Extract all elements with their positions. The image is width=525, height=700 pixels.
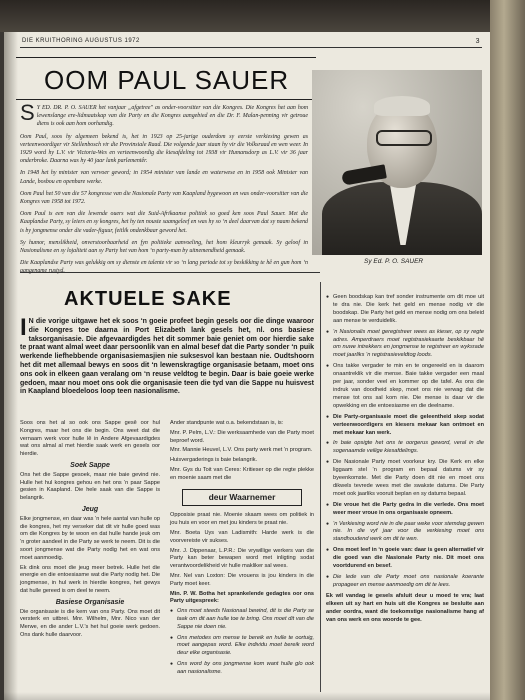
bullet-item: ● Die lede van die Party moet ons nasionale koerante propageer en mense aanmoedig om dit te lees. xyxy=(326,574,484,590)
book-spine-shadow xyxy=(0,0,525,32)
drop-cap: I xyxy=(20,314,27,341)
paragraph: Mnr. Boeta Uys van Ladismith: Harde werk is die voorvereiste vir sukses. xyxy=(170,529,314,544)
subheading-basiese-organisasie: Basiese Organisasie xyxy=(55,598,125,606)
bullet-item: ● Geen boodskap kan tref sonder instrumente om dit moe uit te dra nie. Die kerk het geld en mense nodig vir die boodskap. Die Party het geld en mense nodig om ons beleid aan mense te verduidelik. xyxy=(326,294,484,326)
photo-figure-hair xyxy=(374,96,430,116)
photo-figure-glasses xyxy=(376,130,432,146)
paragraph: Ander standpunte wat o.a. bekendstaan is, is: xyxy=(170,420,284,426)
subheading-soek-sappe: Soek Sappe xyxy=(70,461,110,469)
paragraph: Opposisie praat nie. Moenie skaam wees om politiek in jou huis en voor en met jou kinders te praat nie. xyxy=(170,512,314,527)
bullet-item: ● Ons moet leef in ‘n goeie van: daar is geen alternatief vir die goed van die Nasionale Party nie. Dit moet ons voortdurend en besef. xyxy=(326,547,484,571)
paragraph: Mnr. Gys du Toit van Ceres: Kritieser op die regte plekke en moenie saam met die xyxy=(170,466,314,481)
article2-column-2 xyxy=(170,420,314,680)
article-title-aktuele-sake: AKTUELE SAKE xyxy=(64,288,232,310)
lead-text: N die vorige uitgawe het ek soos ‘n goeie profeet begin gesels oor die dinge waaroor die Kongres toe daarna in Port Elizabeth lank gesels het, nl. ons basiese taksorganisasie. Die afgevaardigdes het dit sommer baie geniet om oor hierdie sake te praat want almal weet daar persoonlik van en almal besef dat die Party sonder ‘n puik werkende liefhebbende organisasiemasjien nie suksesvol kan bestaan nie. Oudtshoorn het dit met allemaal bewys en soos dit ‘n lewenskragtige organisasie betaam, moet ons ons ook in elkeen gaan veralang om ‘n reuse veldtog te begin. Daar is baie goeie werke gedoen, maar nou moet ons ook die organisasie teen die tyd van die Sappe nu huisvest in Kaapland bloedeloos loop teen nasionalisme. xyxy=(20,318,314,396)
portrait-photo xyxy=(312,70,482,255)
paragraph: Elke jongmense, en daar was ‘n hele aantal van hulle op die kongres, het my verseker dat dit vir hulle goed was om die Kongres by te woon en dat hulle hande jeuk om ‘n groter aandeel in die Party se werk te neem. Dit is die soort jongmense wat die Party nodig het en wat ons moet aanmoedig. xyxy=(20,515,160,561)
title-text: OOM PAUL SAUER xyxy=(44,65,290,95)
header-rule xyxy=(20,47,482,48)
bullet-item: ● In baie opsigte het ons te oorgerus geword, veral in die sogenaamde veilige kiesafdelings. xyxy=(326,440,484,456)
bullet-item: ● Die vroue het die Party gedra in die verlede. Ons moet weer meer vroue in ons organisasie opneem. xyxy=(326,502,484,518)
paragraph: Die Kaaplandse Party was gelukkig om sy dienste en talente vir so ‘n lang periode tot sy beskikking te hê en gun hom ‘n aangename rustyd. xyxy=(20,260,308,275)
paragraph: Ek dink ons moet die jeug meer betrek. Hulle het die energie en die entoesiasme wat die Party nodig het. Die jongmense, in hul werk in hierdie kongres, het gewys dat hulle gereed is om deel te neem. xyxy=(20,564,160,594)
paragraph: Soos ons het al so ook ons Sappe gesê oor hul Kongres, maar het ons die begin. Ons weet dat die vernaam werk voor hulle lê in Andere Afgevaardigdes wat ons almal al met hierdie saak werk en gesels oor hierdie. xyxy=(20,420,160,458)
article2-column-3 xyxy=(326,294,484,626)
article-title-oom-paul-sauer xyxy=(44,65,289,96)
bullet-item: ● Ons moet steeds Nasionaal bewind, dit is die Party se taak om dit aan hulle toe te bring. Ons moet dit van die Sappe nie doen nie. xyxy=(170,608,314,631)
paragraph: Mnr. Mannie Heuvel, L.V. Ons party werk met ‘n program. xyxy=(170,447,313,454)
paragraph: Oom Paul het 50 van die 57 kongresse van die Nasionale Party van Kaapland bygewoon en was onder-voorsitter van die Kongres van 1958 tot 1972. xyxy=(20,190,308,206)
paragraph: Y ED. DR. P. O. SAUER het vanjaar „afgetree" as onder-voorsitter van die Kongres. Die Kongres het aan hom lewenslange ere-lidmaatskap van die Party en die Kongres aangebied en die Dr. F. Malan-penning vir getroue diens is ook aan hom oorhandig. xyxy=(36,105,308,128)
bullet-item: ● Die Party-organisasie moet die geleentheid skep sodat verteenwoordigers en kiesers mekaar kan ontmoet en met mekaar kan werk. xyxy=(326,414,484,438)
article2-column-1 xyxy=(20,420,160,642)
bullet-item: ● Die Nasionale Party moet voorkeur kry. Die Kerk en elke liggaam stel ‘n program en bepaal datums vir sy byeenkomste. Met die Party doen dit nie en moet ons dikwels tevrede wees met die swakste datums. Die Party moet ook jaarliks vooruit beplan en sy datums bepaal. xyxy=(326,459,484,499)
page-gutter-shadow xyxy=(4,32,18,700)
closing-paragraph: Ek wil vandag ie gesels afsluit deur u moed te vra; laat elkeen uit sy hart en huis uit die Kongres se besluite aan ander oordra, want die toekomstige nasionalisme hang af van ons werk en ons woorde te gee. xyxy=(326,592,484,623)
paragraph: Ons het die Sappe gesoek, maar nie baie gevind nie. Hulle het hul kongres gehou en het ons ‘n paar Sappe gesien in Kaapland. Die hele saak van die Sappe is belangrik. xyxy=(20,471,160,502)
drop-cap: S xyxy=(20,100,35,125)
paragraph: Huisvergaderings is baie belangrik. xyxy=(170,457,258,464)
bullet-item: ● Ons metodes om mense te bereik en hulle te oortuig, moet aangepas word. Elke individu moet bereik word deur elke organisasie. xyxy=(170,635,314,658)
header-publication: DIE KRUITHORING AUGUSTUS 1972 xyxy=(22,38,140,44)
section-divider xyxy=(20,272,320,273)
article2-lead xyxy=(20,314,314,397)
photo-caption: Sy Ed. P. O. SAUER xyxy=(364,258,424,265)
paragraph: Sy humor, menslikheid, onverstoorbaarheid en fyn politieke aanvoeling, het hom kleurryk gemaak. Sy geloof in Nasionalisme en sy lojaliteit aan sy Party het van hom ‘n party-man by uitnemendheid gemaak. xyxy=(20,239,308,255)
title-rule-top xyxy=(16,57,316,58)
page-bottom-shadow xyxy=(4,692,490,700)
bullet-item: ● ‘n Verkiesing word nie in die paar weke voor stemdag gewen nie. In die vyf jaar voor die verkiesing moet ons standhoudend werk om dit te wen. xyxy=(326,521,484,545)
byline-box: deur Waarnemer xyxy=(182,489,302,507)
magazine-page xyxy=(4,32,490,700)
paragraph: Min. P. W. Botha het sprankelende gedagtes oor ons Party uitgespreek: xyxy=(170,590,314,605)
book-binding xyxy=(490,0,525,700)
page-number: 3 xyxy=(475,38,480,45)
bullet-item: ● Ons word by ons jongmense kom want hulle glo ook aan nasionalisme. xyxy=(170,661,314,677)
paragraph: Oom Paul, soos hy algemeen bekend is, het in 1923 op 25-jarige ouderdom sy eerste verkiesing gewen as verteenwoordiger vir Stellenbosch vir die Provinsiale Raad. Die volgende jaar staan hy vir die Volksraad en wen weer. In 1929 word hy L.V. vir Victoria-Wes en verteenwoordig die kiesafdeling tot 1938 vir Humansdorp as L.V. vir 36 jaar onderbroke. Daarna was hy 40 jaar lank parlementêr. xyxy=(20,133,308,165)
subheading-jeug: Jeug xyxy=(81,505,99,513)
bullet-item: ● ‘n Nasionalis moet geregistreer wees as kieser, op sy regte adres. Amperdraers moet registrasiekaarte beskikbaar hê om nuwe intrekkers en jongmense te registreer en wyksrade moet jaarliks ‘n registrasieveldtog loods. xyxy=(326,329,484,361)
paragraph: Die organisasie is die kern van ons Party. Ons moet dit versterk en uitbrei. Mnr. Wilhelm, Mnr. Nico van der Merwe, en die ander L.V.’s het hul goeie werk gedoen. Ons dank hulle daarvoor. xyxy=(20,608,160,638)
title-rule-bottom xyxy=(16,99,316,100)
paragraph: Mnr. P. Pelm, L.V.: Die werksaamhede van die Party moet beproef word. xyxy=(170,429,314,444)
running-header xyxy=(22,38,480,44)
paragraph: Oom Paul is een van die lewende ouers wat die Suid-Afrikaanse politiek so goed ken soos Paul Sauer. Met die Kaaplandse Party, sy leiers en sy kongres, het hy ten nouste saamgeleef en was hy so ‘n deel daarvan dat sy naam bekend is by jongmense onder die vader-figuur, feitlik ondenkbaar geword het. xyxy=(20,211,308,234)
bullet-item: ● Ons takke vergader te min en te ongereeld en is daarom onaantreklik vir die mense. Baie takke vergader een maal per jaar, sonder veel en kommer op die tafel. As ons die indruk van doodheid skep, moet ons nie verwag dat die mense tot ons sal kom nie. Die mense is daar vir die opwekking en die entoesiasme en die deelname. xyxy=(326,363,484,410)
article1-body xyxy=(20,100,308,280)
column-rule xyxy=(320,282,321,692)
paragraph: Mnr. Nel van Loxton: Die vrouens is jou kinders in die Party moet keer. xyxy=(170,572,314,587)
paragraph: Mnr. J. Dippenaar, L.P.R.: Die vrywillige werkers van die Party kan beter bewapen word met inligting sodat verantwoordelikheid vir hulle makliker sal wees. xyxy=(170,547,314,570)
paragraph: In 1948 het hy minister van vervoer geword; in 1954 minister van lande en waterwese en in 1958 ook Minister van Lande, bosbou en openbare werke. xyxy=(20,170,308,185)
